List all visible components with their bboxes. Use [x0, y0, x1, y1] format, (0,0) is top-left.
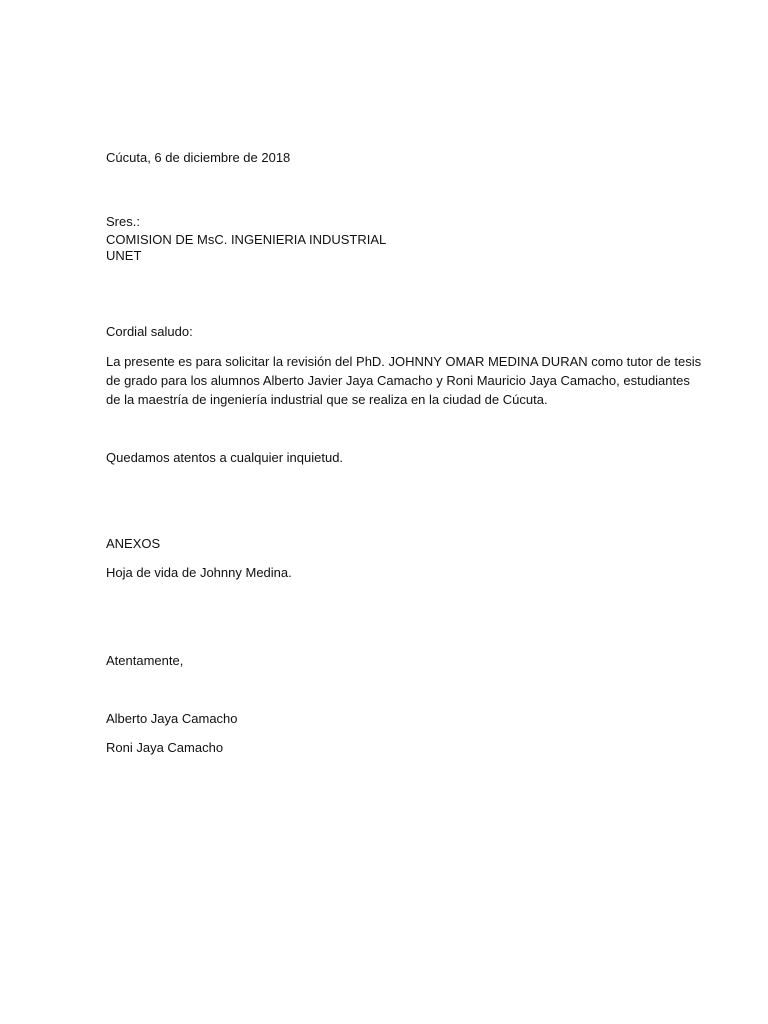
- signatory-1: Alberto Jaya Camacho: [106, 711, 238, 726]
- greeting: Cordial saludo:: [106, 324, 193, 339]
- body-line: La presente es para solicitar la revisión del PhD. JOHNNY OMAR MEDINA DURAN como tutor de tesis: [106, 354, 702, 369]
- closing-note: Quedamos atentos a cualquier inquietud.: [106, 450, 344, 465]
- body-paragraph: [106, 352, 702, 409]
- annex-item: Hoja de vida de Johnny Medina.: [106, 565, 292, 580]
- signatory-2: Roni Jaya Camacho: [106, 740, 224, 755]
- annexes-heading: ANEXOS: [106, 536, 161, 551]
- recipient-line-2: UNET: [106, 248, 142, 263]
- place-date: Cúcuta, 6 de diciembre de 2018: [106, 150, 291, 165]
- recipient-prefix: Sres.:: [106, 214, 140, 229]
- body-line: de la maestría de ingeniería industrial que se realiza en la ciudad de Cúcuta.: [106, 392, 548, 407]
- body-line: de grado para los alumnos Alberto Javier Jaya Camacho y Roni Mauricio Jaya Camacho, estudiantes: [106, 373, 690, 388]
- recipient-line-1: COMISION DE MsC. INGENIERIA INDUSTRIAL: [106, 232, 387, 247]
- signoff: Atentamente,: [106, 653, 184, 668]
